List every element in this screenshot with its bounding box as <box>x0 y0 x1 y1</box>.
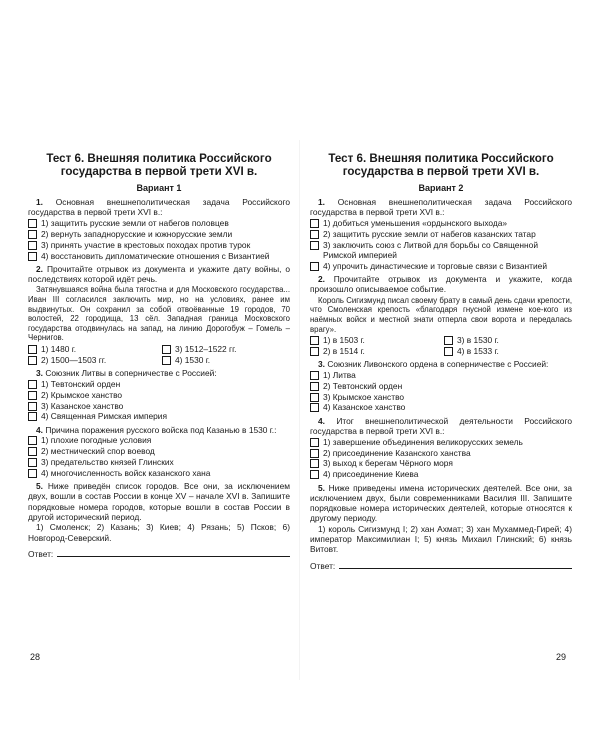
option[interactable]: 1) в 1503 г. <box>310 335 438 345</box>
option[interactable]: 2) в 1514 г. <box>310 346 438 356</box>
document-excerpt: Затянувшаяся война была тягостна и для Московского государства... Иван III согласился заключить мир, но на условиях, ранее им выдвинутых. Он сохранил за собой отвоёванные 19 городов, 70 волостей, 22 городища, 13 сёл. Западная граница Московского государства отодвинулась на запад, на линию Дорогобуж – Гомель – Чернигов. <box>28 285 290 343</box>
variant-heading: Вариант 1 <box>136 182 182 193</box>
right-page <box>310 140 572 571</box>
option[interactable]: 1) Тевтонский орден <box>28 379 290 389</box>
checkbox[interactable] <box>28 241 37 250</box>
option[interactable]: 2) Крымское ханство <box>28 390 290 400</box>
option[interactable]: 3) Крымское ханство <box>310 392 572 402</box>
option[interactable]: 3) Казанское ханство <box>28 401 290 411</box>
option[interactable]: 4) в 1533 г. <box>444 346 572 356</box>
checkbox[interactable] <box>310 449 319 458</box>
option[interactable]: 3) в 1530 г. <box>444 335 572 345</box>
list-text: 1) король Сигизмунд I; 2) хан Ахмат; 3) хан Мухаммед-Гирей; 4) император Максимилиан I; 5) князь Михаил Глинский; 6) князь Витовт. <box>310 523 572 555</box>
checkbox[interactable] <box>310 459 319 468</box>
page-number: 28 <box>30 652 41 662</box>
options-grid <box>28 343 290 365</box>
option[interactable]: 3) 1512–1522 гг. <box>162 344 290 354</box>
question-5 <box>28 481 290 543</box>
checkbox[interactable] <box>28 402 37 411</box>
checkbox[interactable] <box>310 347 319 356</box>
page-number: 29 <box>556 652 567 662</box>
checkbox[interactable] <box>444 336 453 345</box>
question-text: Прочитайте отрывок из документа и укажите дату войны, о последствиях которой идёт речь. <box>28 263 291 285</box>
question-4 <box>28 425 290 478</box>
question-1 <box>28 197 290 261</box>
checkbox[interactable] <box>310 241 319 250</box>
question-number: 1. <box>36 197 43 208</box>
option[interactable]: 1) 1480 г. <box>28 344 156 354</box>
question-text: Союзник Литвы в соперничестве с Россией: <box>45 368 217 379</box>
question-text: Союзник Ливонского ордена в соперничестве с Россией: <box>327 359 549 370</box>
checkbox[interactable] <box>28 345 37 354</box>
option[interactable]: 4) Священная Римская империя <box>28 411 290 421</box>
option[interactable]: 1) защитить русские земли от набегов половцев <box>28 218 290 228</box>
question-number: 1. <box>318 197 325 208</box>
question-2 <box>310 274 572 356</box>
list-text: 1) Смоленск; 2) Казань; 3) Киев; 4) Рязань; 5) Псков; 6) Новгород-Северский. <box>28 522 290 543</box>
checkbox[interactable] <box>310 219 319 228</box>
question-2 <box>28 264 290 365</box>
question-3 <box>28 368 290 421</box>
answer-line[interactable] <box>339 561 572 569</box>
answer-label: Ответ: <box>28 548 54 559</box>
option[interactable]: 4) 1530 г. <box>162 355 290 365</box>
test-title: Тест 6. Внешняя политика Российского государства в первой трети XVI в. <box>328 152 554 179</box>
question-text: Основная внешнеполитическая задача Российского государства в первой трети XVI в.: <box>310 197 572 218</box>
option[interactable]: 1) завершение объединения великорусских земель <box>310 437 572 447</box>
checkbox[interactable] <box>28 436 37 445</box>
variant-heading: Вариант 2 <box>418 182 464 193</box>
option[interactable]: 3) заключить союз с Литвой для борьбы со Священной Римской империей <box>310 240 572 261</box>
answer-row <box>28 549 290 559</box>
checkbox[interactable] <box>162 356 171 365</box>
checkbox[interactable] <box>28 391 37 400</box>
option[interactable]: 2) местнический спор воевод <box>28 446 290 456</box>
option[interactable]: 3) предательство князей Глинских <box>28 457 290 467</box>
option[interactable]: 4) Казанское ханство <box>310 402 572 412</box>
checkbox[interactable] <box>310 336 319 345</box>
question-text: Причина поражения русского войска под Казанью в 1530 г.: <box>45 424 277 435</box>
option[interactable]: 2) защитить русские земли от набегов казанских татар <box>310 229 572 239</box>
question-number: 3. <box>318 359 325 370</box>
checkbox[interactable] <box>28 219 37 228</box>
question-1 <box>310 197 572 271</box>
answer-row <box>310 561 572 571</box>
test-title: Тест 6. Внешняя политика Российского государства в первой трети XVI в. <box>46 152 272 179</box>
question-text: Прочитайте отрывок из документа и укажите, когда произошло описываемое событие. <box>310 274 573 295</box>
checkbox[interactable] <box>162 345 171 354</box>
document-excerpt: Король Сигизмунд писал своему брату в самый день сдачи крепости, что Смоленская крепость «благодаря гнусной измене кое-кого из наёмных войск и местной знати отперла свои ворота и передалась врагу». <box>310 295 572 334</box>
option[interactable]: 1) Литва <box>310 370 572 380</box>
checkbox[interactable] <box>310 230 319 239</box>
page-divider <box>299 140 300 680</box>
option[interactable]: 4) упрочить династические и торговые связи с Византией <box>310 261 572 271</box>
question-number: 2. <box>36 263 43 274</box>
checkbox[interactable] <box>28 252 37 261</box>
option[interactable]: 4) присоединение Киева <box>310 469 572 479</box>
question-number: 5. <box>36 481 43 492</box>
option[interactable]: 1) плохие погодные условия <box>28 435 290 445</box>
question-text: Ниже приведён список городов. Все они, за исключением двух, вошли в состав России в конце XV – начале XVI в. Запишите порядковые номера городов, которые вошли в состав России в другой исторический период. <box>28 481 290 522</box>
checkbox[interactable] <box>28 458 37 467</box>
checkbox[interactable] <box>310 382 319 391</box>
question-text: Итог внешнеполитической деятельности Российского государства в первой трети XVI в.: <box>310 415 572 437</box>
checkbox[interactable] <box>28 230 37 239</box>
question-number: 2. <box>318 274 325 285</box>
option[interactable]: 3) принять участие в крестовых походах против турок <box>28 240 290 250</box>
checkbox[interactable] <box>444 347 453 356</box>
checkbox[interactable] <box>28 469 37 478</box>
checkbox[interactable] <box>310 371 319 380</box>
question-number: 4. <box>36 424 43 435</box>
question-5 <box>310 483 572 555</box>
option[interactable]: 2) Тевтонский орден <box>310 381 572 391</box>
left-page <box>28 140 290 559</box>
checkbox[interactable] <box>28 380 37 389</box>
option[interactable]: 2) вернуть западнорусские и южнорусские земли <box>28 229 290 239</box>
checkbox[interactable] <box>310 438 319 447</box>
option[interactable]: 4) многочисленность войск казанского хана <box>28 468 290 478</box>
answer-line[interactable] <box>57 549 290 557</box>
checkbox[interactable] <box>28 356 37 365</box>
option[interactable]: 3) выход к берегам Чёрного моря <box>310 458 572 468</box>
option[interactable]: 2) 1500—1503 гг. <box>28 355 156 365</box>
question-number: 3. <box>36 368 43 379</box>
option[interactable]: 4) восстановить дипломатические отношения с Византией <box>28 251 290 261</box>
question-3 <box>310 359 572 412</box>
checkbox[interactable] <box>310 470 319 479</box>
checkbox[interactable] <box>28 412 37 421</box>
answer-label: Ответ: <box>310 560 336 571</box>
checkbox[interactable] <box>310 393 319 402</box>
question-4 <box>310 416 572 480</box>
question-number: 4. <box>318 415 325 426</box>
checkbox[interactable] <box>310 262 319 271</box>
question-number: 5. <box>318 482 325 493</box>
option[interactable]: 1) добиться уменьшения «ордынского выхода» <box>310 218 572 228</box>
options-grid <box>310 334 572 356</box>
checkbox[interactable] <box>28 447 37 456</box>
question-text: Основная внешнеполитическая задача Российского государства в первой трети XVI в.: <box>28 197 290 218</box>
option[interactable]: 2) присоединение Казанского ханства <box>310 448 572 458</box>
question-text: Ниже приведены имена исторических деятелей. Все они, за исключением двух, были современниками Василия III. Запишите порядковые номера исторических деятелей, которые относятся к другому периоду. <box>310 482 572 524</box>
checkbox[interactable] <box>310 403 319 412</box>
